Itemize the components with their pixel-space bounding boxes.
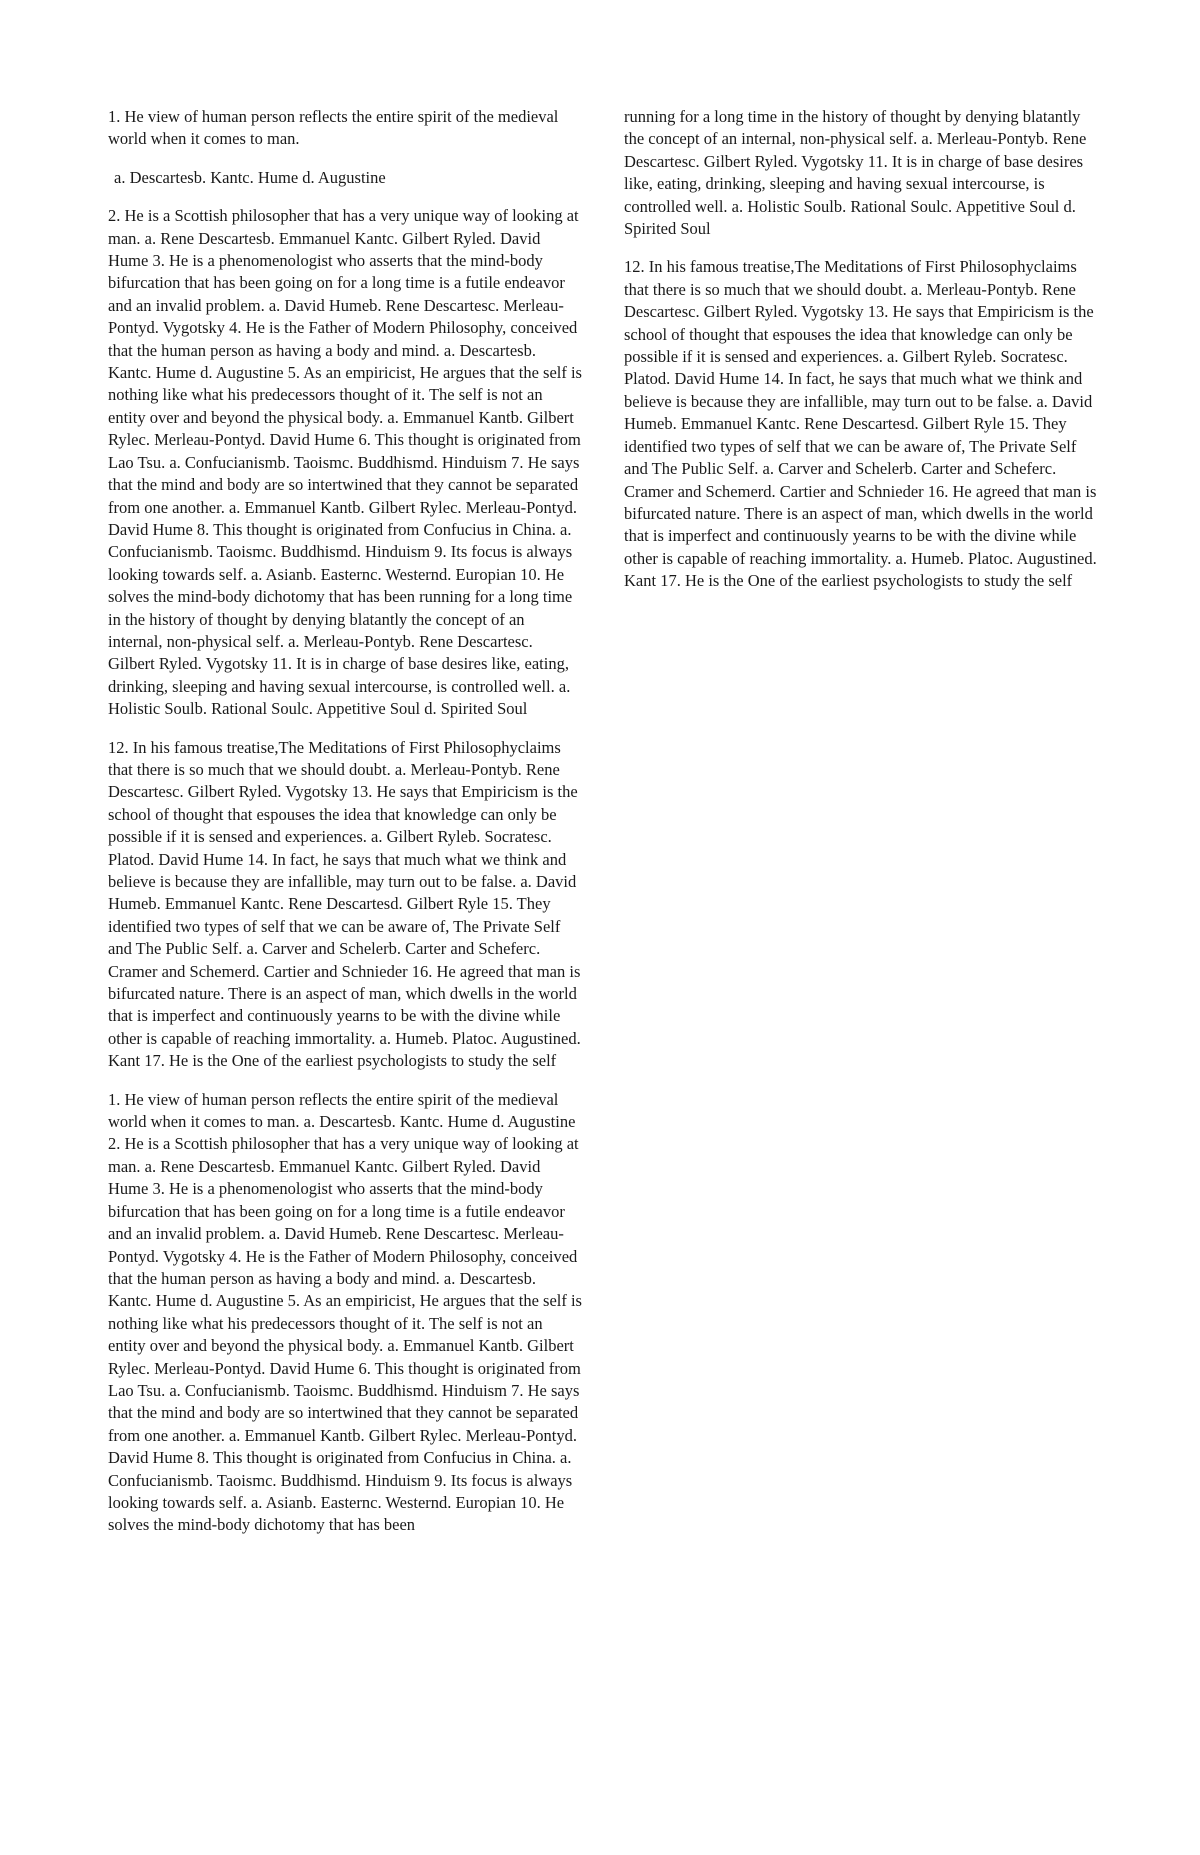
left-column	[108, 106, 582, 1553]
paragraph-questions-10-11-continued: running for a long time in the history of thought by denying blatantly the concept of an internal, non-physical self. a. Merleau-Pontyb. Rene Descartesc. Gilbert Ryled. Vygotsky 11. It is in charge of base desires like, eating, drinking, sleeping and having sexual intercourse, is controlled well. a. Holistic Soulb. Rational Soulc. Appetitive Soul d. Spirited Soul	[624, 107, 1087, 239]
paragraph-questions-12-17-repeat: 12. In his famous treatise,The Meditations of First Philosophyclaims that there is so much that we should doubt. a. Merleau-Pontyb. Rene Descartesc. Gilbert Ryled. Vygotsky 13. He says that Empiricism is the school of thought that espouses the idea that knowledge can only be possible if it is sensed and experiences. a. Gilbert Ryleb. Socratesc. Platod. David Hume 14. In fact, he says that much what we think and believe is because they are infallible, may turn out to be false. a. David Humeb. Emmanuel Kantc. Rene Descartesd. Gilbert Ryle 15. They identified two types of self that we can be aware of, The Private Self and The Public Self. a. Carver and Schelerb. Carter and Scheferc. Cramer and Schemerd. Cartier and Schnieder 16. He agreed that man is bifurcated nature. There is an aspect of man, which dwells in the world that is imperfect and continuously yearns to be with the divine while other is capable of reaching immortality. a. Humeb. Platoc. Augustined. Kant 17. He is the One of the earliest psychologists to study the self	[624, 257, 1097, 591]
right-column	[624, 106, 1098, 609]
paragraph-question-1: 1. He view of human person reflects the entire spirit of the medieval world when it comes to man.	[108, 107, 559, 149]
paragraph-questions-2-11: 2. He is a Scottish philosopher that has a very unique way of looking at man. a. Rene Descartesb. Emmanuel Kantc. Gilbert Ryled. David Hume 3. He is a phenomenologist who asserts that the mind-body bifurcation that has been going on for a long time is a futile endeavor and an invalid problem. a. David Humeb. Rene Descartesc. Merleau-Pontyd. Vygotsky 4. He is the Father of Modern Philosophy, conceived that the human person as having a body and mind. a. Descartesb. Kantc. Hume d. Augustine 5. As an empiricist, He argues that the self is nothing like what his predecessors thought of it. The self is not an entity over and beyond the physical body. a. Emmanuel Kantb. Gilbert Rylec. Merleau-Pontyd. David Hume 6. This thought is originated from Lao Tsu. a. Confucianismb. Taoismc. Buddhismd. Hinduism 7. He says that the mind and body are so intertwined that they cannot be separated from one another. a. Emmanuel Kantb. Gilbert Rylec. Merleau-Pontyd. David Hume 8. This thought is originated from Confucius in China. a. Confucianismb. Taoismc. Buddhismd. Hinduism 9. Its focus is always looking towards self. a. Asianb. Easternc. Westernd. Europian 10. He solves the mind-body dichotomy that has been running for a long time in the history of thought by denying blatantly the concept of an internal, non-physical self. a. Merleau-Pontyb. Rene Descartesc. Gilbert Ryled. Vygotsky 11. It is in charge of base desires like, eating, drinking, sleeping and having sexual intercourse, is controlled well. a. Holistic Soulb. Rational Soulc. Appetitive Soul d. Spirited Soul	[108, 206, 582, 719]
paragraph-questions-12-17: 12. In his famous treatise,The Meditations of First Philosophyclaims that there is so much that we should doubt. a. Merleau-Pontyb. Rene Descartesc. Gilbert Ryled. Vygotsky 13. He says that Empiricism is the school of thought that espouses the idea that knowledge can only be possible if it is sensed and experiences. a. Gilbert Ryleb. Socratesc. Platod. David Hume 14. In fact, he says that much what we think and believe is because they are infallible, may turn out to be false. a. David Humeb. Emmanuel Kantc. Rene Descartesd. Gilbert Ryle 15. They identified two types of self that we can be aware of, The Private Self and The Public Self. a. Carver and Schelerb. Carter and Scheferc. Cramer and Schemerd. Cartier and Schnieder 16. He agreed that man is bifurcated nature. There is an aspect of man, which dwells in the world that is imperfect and continuously yearns to be with the divine while other is capable of reaching immortality. a. Humeb. Platoc. Augustined. Kant 17. He is the One of the earliest psychologists to study the self	[108, 737, 581, 1071]
paragraph-question-1-choices: a. Descartesb. Kantc. Hume d. Augustine	[114, 167, 386, 187]
paragraph-questions-1-10-repeat: 1. He view of human person reflects the entire spirit of the medieval world when it comes to man. a. Descartesb. Kantc. Hume d. Augustine 2. He is a Scottish philosopher that has a very unique way of looking at man. a. Rene Descartesb. Emmanuel Kantc. Gilbert Ryled. David Hume 3. He is a phenomenologist who asserts that the mind-body bifurcation that has been going on for a long time is a futile endeavor and an invalid problem. a. David Humeb. Rene Descartesc. Merleau-Pontyd. Vygotsky 4. He is the Father of Modern Philosophy, conceived that the human person as having a body and mind. a. Descartesb. Kantc. Hume d. Augustine 5. As an empiricist, He argues that the self is nothing like what his predecessors thought of it. The self is not an entity over and beyond the physical body. a. Emmanuel Kantb. Gilbert Rylec. Merleau-Pontyd. David Hume 6. This thought is originated from Lao Tsu. a. Confucianismb. Taoismc. Buddhismd. Hinduism 7. He says that the mind and body are so intertwined that they cannot be separated from one another. a. Emmanuel Kantb. Gilbert Rylec. Merleau-Pontyd. David Hume 8. This thought is originated from Confucius in China. a. Confucianismb. Taoismc. Buddhismd. Hinduism 9. Its focus is always looking towards self. a. Asianb. Easternc. Westernd. Europian 10. He solves the mind-body dichotomy that has been	[108, 1089, 582, 1535]
